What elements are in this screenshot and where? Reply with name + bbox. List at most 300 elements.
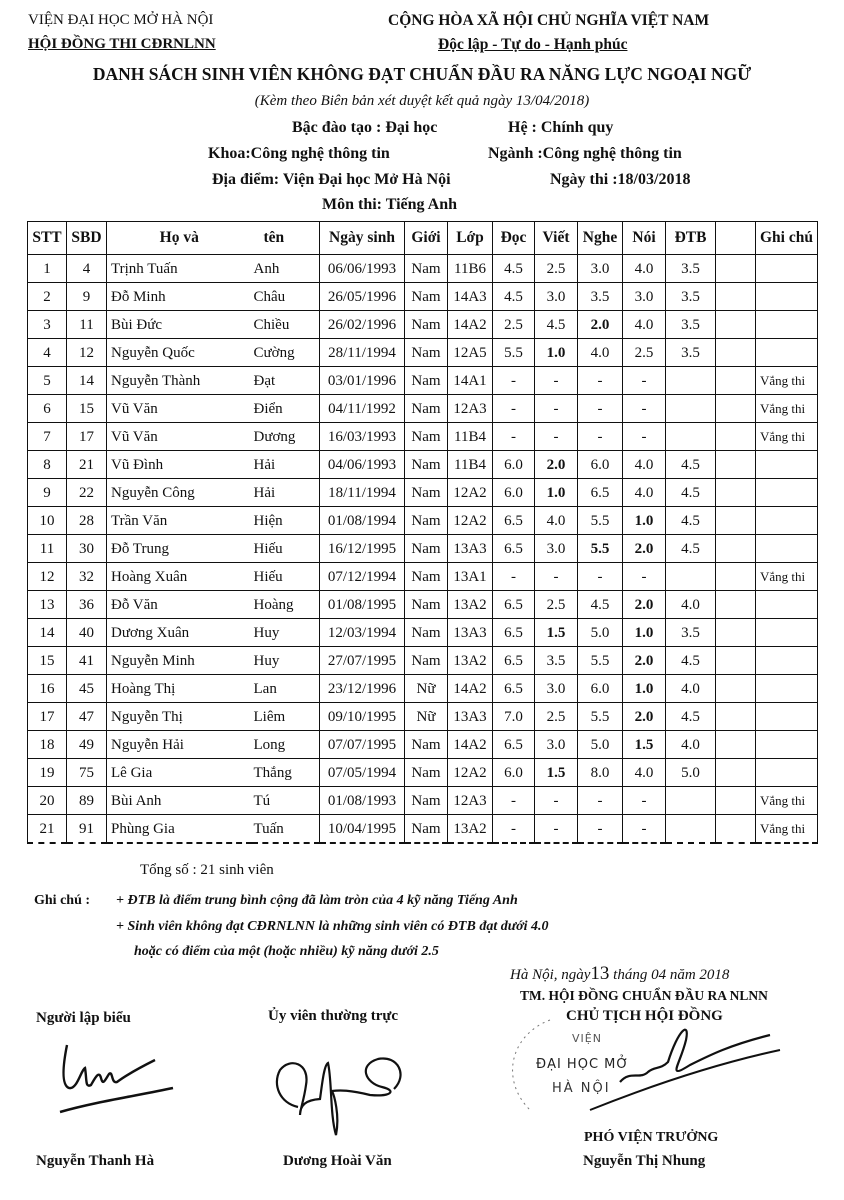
cell-ho: Nguyễn Minh	[107, 647, 252, 675]
cell-ho: Đỗ Văn	[107, 591, 252, 619]
cell-doc: 6.5	[493, 675, 535, 703]
cell-class: 12A5	[448, 339, 493, 367]
cell-nghe: -	[578, 367, 623, 395]
cell-stt: 14	[28, 619, 67, 647]
cell-class: 12A2	[448, 479, 493, 507]
cell-ho: Đỗ Trung	[107, 535, 252, 563]
cell-note: Vắng thi	[756, 563, 818, 591]
cell-dob: 07/07/1995	[320, 731, 405, 759]
table-row	[28, 563, 818, 591]
cell-gender: Nam	[405, 423, 448, 451]
cell-nghe: -	[578, 815, 623, 844]
cell-dtb: 3.5	[666, 619, 716, 647]
cell-dtb: 4.0	[666, 591, 716, 619]
cell-noi: -	[623, 423, 666, 451]
cell-dob: 06/06/1993	[320, 255, 405, 283]
cell-sbd: 28	[67, 507, 107, 535]
cell-class: 12A2	[448, 759, 493, 787]
chair-org: TM. HỘI ĐỒNG CHUẨN ĐẦU RA NLNN	[520, 988, 768, 1003]
cell-dob: 27/07/1995	[320, 647, 405, 675]
total-count: Tổng số : 21 sinh viên	[140, 862, 274, 878]
cell-blank	[716, 647, 756, 675]
cell-dob: 07/05/1994	[320, 759, 405, 787]
major: Ngành :Công nghệ thông tin	[488, 145, 682, 162]
cell-dob: 26/05/1996	[320, 283, 405, 311]
cell-doc: 4.5	[493, 283, 535, 311]
table-row	[28, 731, 818, 759]
cell-viet: -	[535, 423, 578, 451]
cell-class: 11B4	[448, 451, 493, 479]
cell-viet: 1.5	[535, 759, 578, 787]
svg-text:HÀ NỘI: HÀ NỘI	[552, 1081, 611, 1096]
cell-dob: 04/06/1993	[320, 451, 405, 479]
cell-stt: 7	[28, 423, 67, 451]
chair-name: Nguyễn Thị Nhung	[583, 1153, 706, 1169]
cell-ho: Vũ Văn	[107, 423, 252, 451]
notes-label: Ghi chú :	[34, 893, 91, 908]
cell-dtb	[666, 563, 716, 591]
cell-blank	[716, 339, 756, 367]
cell-sbd: 22	[67, 479, 107, 507]
cell-class: 14A2	[448, 731, 493, 759]
cell-blank	[716, 787, 756, 815]
cell-noi: 1.0	[623, 507, 666, 535]
table-row	[28, 339, 818, 367]
cell-sbd: 30	[67, 535, 107, 563]
cell-viet: 2.0	[535, 451, 578, 479]
cell-doc: 6.5	[493, 535, 535, 563]
col-note: Ghi chú	[756, 222, 818, 255]
cell-class: 13A2	[448, 591, 493, 619]
cell-blank	[716, 255, 756, 283]
cell-dob: 28/11/1994	[320, 339, 405, 367]
cell-blank	[716, 479, 756, 507]
cell-doc: 6.5	[493, 619, 535, 647]
cell-sbd: 11	[67, 311, 107, 339]
member-title: Ủy viên thường trực	[268, 1008, 399, 1024]
official-stamp	[490, 1010, 790, 1120]
cell-note	[756, 703, 818, 731]
col-gender: Giới	[405, 222, 448, 255]
cell-note	[756, 311, 818, 339]
cell-viet: 1.0	[535, 339, 578, 367]
cell-nghe: 4.5	[578, 591, 623, 619]
cell-note: Vắng thi	[756, 815, 818, 844]
cell-note	[756, 507, 818, 535]
note-1: + ĐTB là điểm trung bình cộng đã làm tròn của 4 kỹ năng Tiếng Anh	[116, 893, 518, 908]
cell-dtb	[666, 367, 716, 395]
cell-noi: 2.0	[623, 591, 666, 619]
cell-noi: -	[623, 367, 666, 395]
cell-sbd: 40	[67, 619, 107, 647]
training-level: Bậc đào tạo : Đại học	[292, 119, 438, 136]
col-dob: Ngày sinh	[320, 222, 405, 255]
cell-stt: 21	[28, 815, 67, 844]
member-name: Dương Hoài Văn	[283, 1153, 392, 1169]
col-sbd: SBD	[67, 222, 107, 255]
cell-sbd: 4	[67, 255, 107, 283]
cell-stt: 9	[28, 479, 67, 507]
cell-dob: 04/11/1992	[320, 395, 405, 423]
cell-dtb: 4.0	[666, 675, 716, 703]
cell-class: 13A3	[448, 703, 493, 731]
cell-ho: Trịnh Tuấn	[107, 255, 252, 283]
cell-gender: Nam	[405, 647, 448, 675]
cell-nghe: -	[578, 423, 623, 451]
cell-blank	[716, 703, 756, 731]
cell-doc: 2.5	[493, 311, 535, 339]
cell-gender: Nam	[405, 787, 448, 815]
table-row	[28, 675, 818, 703]
cell-gender: Nam	[405, 535, 448, 563]
cell-blank	[716, 507, 756, 535]
cell-ho: Bùi Anh	[107, 787, 252, 815]
cell-class: 14A3	[448, 283, 493, 311]
cell-gender: Nam	[405, 479, 448, 507]
cell-ten: Hoàng	[252, 591, 320, 619]
table-row	[28, 647, 818, 675]
cell-viet: 3.0	[535, 535, 578, 563]
cell-noi: -	[623, 787, 666, 815]
cell-nghe: -	[578, 395, 623, 423]
cell-dob: 23/12/1996	[320, 675, 405, 703]
cell-dtb: 4.5	[666, 647, 716, 675]
cell-doc: -	[493, 563, 535, 591]
cell-noi: 1.5	[623, 731, 666, 759]
cell-ten: Chiều	[252, 311, 320, 339]
col-nghe: Nghe	[578, 222, 623, 255]
cell-noi: -	[623, 395, 666, 423]
cell-doc: -	[493, 787, 535, 815]
cell-dtb	[666, 395, 716, 423]
cell-gender: Nam	[405, 507, 448, 535]
cell-note: Vắng thi	[756, 395, 818, 423]
cell-viet: 1.5	[535, 619, 578, 647]
exam-date: Ngày thi :18/03/2018	[550, 171, 691, 188]
cell-ten: Lan	[252, 675, 320, 703]
note-2: + Sinh viên không đạt CĐRNLNN là những sinh viên có ĐTB đạt dưới 4.0	[116, 919, 549, 934]
cell-dtb: 4.5	[666, 507, 716, 535]
cell-nghe: 2.0	[578, 311, 623, 339]
cell-dob: 10/04/1995	[320, 815, 405, 844]
cell-class: 14A2	[448, 311, 493, 339]
cell-sbd: 75	[67, 759, 107, 787]
cell-gender: Nam	[405, 367, 448, 395]
cell-doc: 6.5	[493, 731, 535, 759]
cell-doc: 5.5	[493, 339, 535, 367]
member-signature	[270, 1055, 420, 1140]
cell-ho: Vũ Đình	[107, 451, 252, 479]
cell-doc: 7.0	[493, 703, 535, 731]
cell-gender: Nam	[405, 619, 448, 647]
cell-noi: 2.0	[623, 647, 666, 675]
cell-viet: 2.5	[535, 703, 578, 731]
cell-class: 13A3	[448, 535, 493, 563]
cell-nghe: 5.5	[578, 647, 623, 675]
date-prefix: Hà Nội, ngày	[510, 967, 591, 983]
cell-sbd: 47	[67, 703, 107, 731]
cell-dtb	[666, 423, 716, 451]
cell-ho: Hoàng Xuân	[107, 563, 252, 591]
table-row	[28, 423, 818, 451]
preparer-name: Nguyễn Thanh Hà	[36, 1153, 155, 1169]
svg-text:VIỆN: VIỆN	[572, 1032, 602, 1045]
date-suffix: tháng 04 năm 2018	[613, 967, 730, 983]
table-header-row	[28, 222, 818, 255]
nation-motto: Độc lập - Tự do - Hạnh phúc	[438, 36, 628, 53]
col-noi: Nói	[623, 222, 666, 255]
cell-sbd: 15	[67, 395, 107, 423]
cell-ten: Cường	[252, 339, 320, 367]
chair-position: PHÓ VIỆN TRƯỞNG	[584, 1130, 719, 1145]
cell-nghe: 6.5	[578, 479, 623, 507]
cell-nghe: -	[578, 787, 623, 815]
cell-doc: -	[493, 423, 535, 451]
cell-blank	[716, 675, 756, 703]
cell-noi: 1.0	[623, 675, 666, 703]
cell-note	[756, 675, 818, 703]
cell-ho: Nguyễn Quốc	[107, 339, 252, 367]
cell-ho: Nguyễn Thị	[107, 703, 252, 731]
preparer-title: Người lập biểu	[36, 1010, 131, 1026]
table-row	[28, 395, 818, 423]
cell-ten: Tú	[252, 787, 320, 815]
cell-ho: Dương Xuân	[107, 619, 252, 647]
cell-class: 14A1	[448, 367, 493, 395]
cell-sbd: 91	[67, 815, 107, 844]
cell-sbd: 17	[67, 423, 107, 451]
cell-note	[756, 591, 818, 619]
cell-class: 13A2	[448, 815, 493, 844]
cell-sbd: 12	[67, 339, 107, 367]
table-row	[28, 535, 818, 563]
cell-blank	[716, 759, 756, 787]
student-table	[27, 221, 818, 844]
cell-dob: 26/02/1996	[320, 311, 405, 339]
cell-sbd: 36	[67, 591, 107, 619]
cell-ho: Bùi Đức	[107, 311, 252, 339]
cell-viet: 2.5	[535, 591, 578, 619]
table-row	[28, 507, 818, 535]
cell-ten: Đạt	[252, 367, 320, 395]
cell-doc: 6.0	[493, 451, 535, 479]
cell-dtb: 3.5	[666, 339, 716, 367]
cell-dtb: 3.5	[666, 311, 716, 339]
cell-ten: Tuấn	[252, 815, 320, 844]
cell-ho: Vũ Văn	[107, 395, 252, 423]
cell-stt: 3	[28, 311, 67, 339]
cell-stt: 18	[28, 731, 67, 759]
cell-dtb	[666, 787, 716, 815]
cell-noi: 2.0	[623, 703, 666, 731]
training-system: Hệ : Chính quy	[508, 119, 614, 136]
cell-noi: 4.0	[623, 311, 666, 339]
cell-stt: 4	[28, 339, 67, 367]
table-row	[28, 283, 818, 311]
table-row	[28, 815, 818, 844]
cell-dob: 01/08/1993	[320, 787, 405, 815]
cell-dob: 09/10/1995	[320, 703, 405, 731]
cell-noi: 4.0	[623, 451, 666, 479]
table-row	[28, 787, 818, 815]
cell-gender: Nữ	[405, 675, 448, 703]
exam-subject: Môn thi: Tiếng Anh	[322, 196, 458, 213]
cell-gender: Nam	[405, 255, 448, 283]
cell-gender: Nam	[405, 815, 448, 844]
cell-class: 13A1	[448, 563, 493, 591]
cell-viet: 4.5	[535, 311, 578, 339]
cell-stt: 1	[28, 255, 67, 283]
cell-stt: 10	[28, 507, 67, 535]
cell-doc: -	[493, 815, 535, 844]
cell-dob: 01/08/1995	[320, 591, 405, 619]
cell-stt: 19	[28, 759, 67, 787]
cell-stt: 11	[28, 535, 67, 563]
cell-class: 12A3	[448, 395, 493, 423]
cell-viet: 2.5	[535, 255, 578, 283]
cell-class: 14A2	[448, 675, 493, 703]
table-row	[28, 479, 818, 507]
document-title: DANH SÁCH SINH VIÊN KHÔNG ĐẠT CHUẨN ĐẦU RA NĂNG LỰC NGOẠI NGỮ	[92, 64, 752, 84]
date-day: 13	[590, 963, 610, 984]
chair-title: CHỦ TỊCH HỘI ĐỒNG	[566, 1008, 723, 1024]
cell-viet: 3.5	[535, 647, 578, 675]
cell-nghe: 4.0	[578, 339, 623, 367]
cell-ho: Nguyễn Hải	[107, 731, 252, 759]
cell-ho: Nguyễn Công	[107, 479, 252, 507]
cell-note	[756, 731, 818, 759]
cell-ten: Châu	[252, 283, 320, 311]
cell-dob: 07/12/1994	[320, 563, 405, 591]
cell-nghe: 3.0	[578, 255, 623, 283]
cell-blank	[716, 311, 756, 339]
faculty: Khoa:Công nghệ thông tin	[208, 145, 390, 162]
cell-dtb: 4.0	[666, 731, 716, 759]
cell-doc: 6.0	[493, 479, 535, 507]
col-stt: STT	[28, 222, 67, 255]
col-ho: Họ và	[107, 222, 252, 255]
cell-sbd: 9	[67, 283, 107, 311]
cell-doc: 6.5	[493, 507, 535, 535]
cell-gender: Nam	[405, 759, 448, 787]
cell-ten: Điển	[252, 395, 320, 423]
cell-stt: 5	[28, 367, 67, 395]
cell-stt: 17	[28, 703, 67, 731]
cell-stt: 2	[28, 283, 67, 311]
cell-note: Vắng thi	[756, 787, 818, 815]
cell-nghe: 5.5	[578, 507, 623, 535]
table-row	[28, 367, 818, 395]
cell-viet: 1.0	[535, 479, 578, 507]
cell-noi: 4.0	[623, 479, 666, 507]
cell-ten: Huy	[252, 619, 320, 647]
cell-gender: Nam	[405, 283, 448, 311]
cell-blank	[716, 283, 756, 311]
table-row	[28, 703, 818, 731]
table-row	[28, 311, 818, 339]
cell-ten: Anh	[252, 255, 320, 283]
cell-dtb: 4.5	[666, 535, 716, 563]
cell-dob: 16/12/1995	[320, 535, 405, 563]
cell-gender: Nam	[405, 731, 448, 759]
cell-dtb: 4.5	[666, 451, 716, 479]
cell-ten: Hiếu	[252, 535, 320, 563]
cell-note: Vắng thi	[756, 423, 818, 451]
cell-stt: 15	[28, 647, 67, 675]
document-subtitle: (Kèm theo Biên bản xét duyệt kết quả ngày 13/04/2018)	[254, 93, 590, 109]
cell-blank	[716, 367, 756, 395]
cell-dob: 03/01/1996	[320, 367, 405, 395]
col-ten: tên	[252, 222, 320, 255]
cell-dob: 12/03/1994	[320, 619, 405, 647]
cell-note	[756, 479, 818, 507]
table-row	[28, 759, 818, 787]
cell-class: 11B4	[448, 423, 493, 451]
cell-ten: Hiện	[252, 507, 320, 535]
cell-nghe: -	[578, 563, 623, 591]
cell-blank	[716, 451, 756, 479]
cell-stt: 13	[28, 591, 67, 619]
cell-viet: 4.0	[535, 507, 578, 535]
cell-ten: Long	[252, 731, 320, 759]
cell-ho: Trần Văn	[107, 507, 252, 535]
council-name: HỘI ĐỒNG THI CĐRNLNN	[28, 36, 216, 52]
cell-sbd: 45	[67, 675, 107, 703]
cell-viet: 3.0	[535, 675, 578, 703]
cell-viet: 3.0	[535, 283, 578, 311]
cell-note	[756, 339, 818, 367]
cell-doc: 6.0	[493, 759, 535, 787]
cell-ten: Hiếu	[252, 563, 320, 591]
cell-nghe: 6.0	[578, 451, 623, 479]
col-blank	[716, 222, 756, 255]
cell-nghe: 5.5	[578, 703, 623, 731]
svg-text:ĐẠI HỌC MỞ: ĐẠI HỌC MỞ	[536, 1057, 630, 1072]
cell-doc: 6.5	[493, 647, 535, 675]
cell-note	[756, 535, 818, 563]
cell-blank	[716, 563, 756, 591]
cell-ten: Dương	[252, 423, 320, 451]
cell-viet: -	[535, 787, 578, 815]
table-row	[28, 451, 818, 479]
cell-note: Vắng thi	[756, 367, 818, 395]
cell-blank	[716, 591, 756, 619]
cell-viet: -	[535, 395, 578, 423]
cell-dtb	[666, 815, 716, 844]
table-row	[28, 591, 818, 619]
cell-blank	[716, 535, 756, 563]
cell-nghe: 5.5	[578, 535, 623, 563]
cell-dob: 16/03/1993	[320, 423, 405, 451]
exam-location: Địa điểm: Viện Đại học Mở Hà Nội	[212, 171, 451, 188]
cell-ten: Hải	[252, 451, 320, 479]
cell-noi: 2.5	[623, 339, 666, 367]
cell-noi: 4.0	[623, 255, 666, 283]
cell-noi: -	[623, 815, 666, 844]
cell-dtb: 3.5	[666, 255, 716, 283]
cell-note	[756, 255, 818, 283]
cell-note	[756, 647, 818, 675]
cell-noi: 2.0	[623, 535, 666, 563]
cell-sbd: 89	[67, 787, 107, 815]
cell-ten: Huy	[252, 647, 320, 675]
col-viet: Viết	[535, 222, 578, 255]
cell-sbd: 41	[67, 647, 107, 675]
table-row	[28, 255, 818, 283]
col-class: Lớp	[448, 222, 493, 255]
cell-noi: 4.0	[623, 759, 666, 787]
cell-nghe: 6.0	[578, 675, 623, 703]
